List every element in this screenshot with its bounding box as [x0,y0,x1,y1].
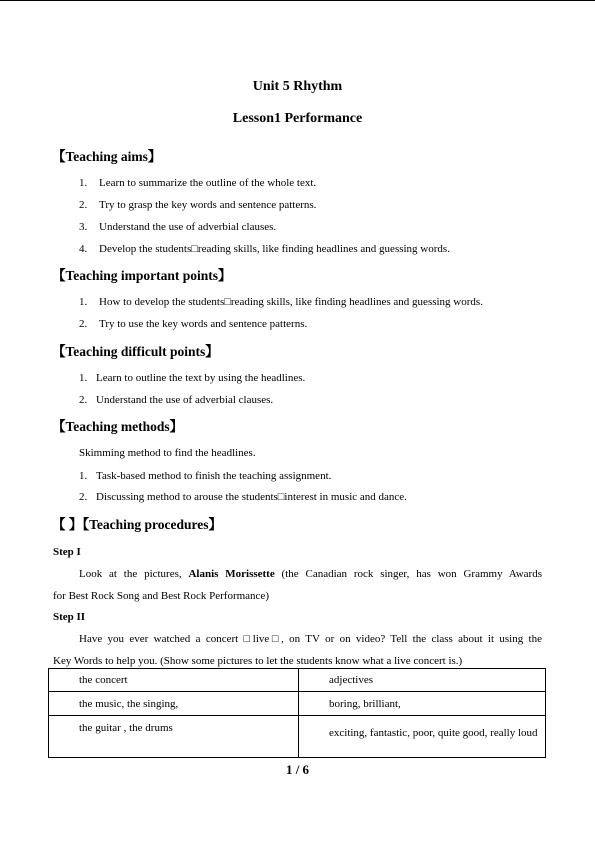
list-number: 1. [79,372,88,384]
table-row [49,716,546,758]
table-cell: the concert [49,669,299,692]
page-number: 1 / 6 [285,762,310,777]
aims-heading: 【Teaching aims】 [52,149,162,164]
unit-title: Unit 5 Rhythm [252,79,343,94]
step-2-line-1: Have you ever watched a concert □live□, on TV or on video? Tell the class about it using the [79,633,542,645]
table-cell: the guitar , the drums [49,716,299,758]
list-item: Try to use the key words and sentence patterns. [99,318,308,330]
table-cell: adjectives [299,669,546,692]
difficult-heading: 【Teaching difficult points】 [52,344,219,359]
list-item: Try to grasp the key words and sentence patterns. [99,199,317,211]
procedures-heading: 【 】【Teaching procedures】 [52,517,223,532]
list-item: Develop the students□reading skills, like finding headlines and guessing words. [99,243,450,255]
list-number: 4. [79,243,88,255]
list-number: 3. [79,221,88,233]
table-row [49,669,546,692]
list-number: 2. [79,394,88,406]
list-item: How to develop the students□reading skills, like finding headlines and guessing words. [99,296,483,308]
list-number: 2. [79,491,88,503]
lesson-title: Lesson1 Performance [232,111,363,126]
table-cell: boring, brilliant, [299,692,546,716]
list-item: Understand the use of adverbial clauses. [99,221,277,233]
list-item: Discussing method to arouse the students□interest in music and dance. [96,491,407,503]
list-number: 1. [79,470,88,482]
table-row [49,692,546,716]
list-number: 1. [79,177,88,189]
step-1-line-2: for Best Rock Song and Best Rock Performance) [53,590,269,602]
step-2-line-2: Key Words to help you. (Show some pictures to let the students know what a live concert is.) [53,655,463,667]
list-number: 2. [79,199,88,211]
methods-intro: Skimming method to find the headlines. [79,447,256,459]
key-words-table [48,668,546,758]
list-item: Understand the use of adverbial clauses. [96,394,274,406]
important-heading: 【Teaching important points】 [52,268,232,283]
list-number: 2. [79,318,88,330]
step-1-label: Step I [53,546,81,558]
step-1-text: Look at the pictures, [79,568,189,580]
list-item: Task-based method to finish the teaching assignment. [96,470,332,482]
step-1-line-1 [53,568,542,580]
top-rule [0,0,595,1]
list-item: Learn to summarize the outline of the whole text. [99,177,317,189]
table-cell: exciting, fantastic, poor, quite good, really loud [299,716,546,758]
list-item: Learn to outline the text by using the headlines. [96,372,306,384]
list-number: 1. [79,296,88,308]
step-1-text-cont: (the Canadian rock singer, has won Grammy Awards [274,568,543,580]
table-cell: the music, the singing, [49,692,299,716]
methods-heading: 【Teaching methods】 [52,419,184,434]
singer-name: Alanis Morissette [188,568,275,580]
step-2-label: Step II [53,611,86,623]
